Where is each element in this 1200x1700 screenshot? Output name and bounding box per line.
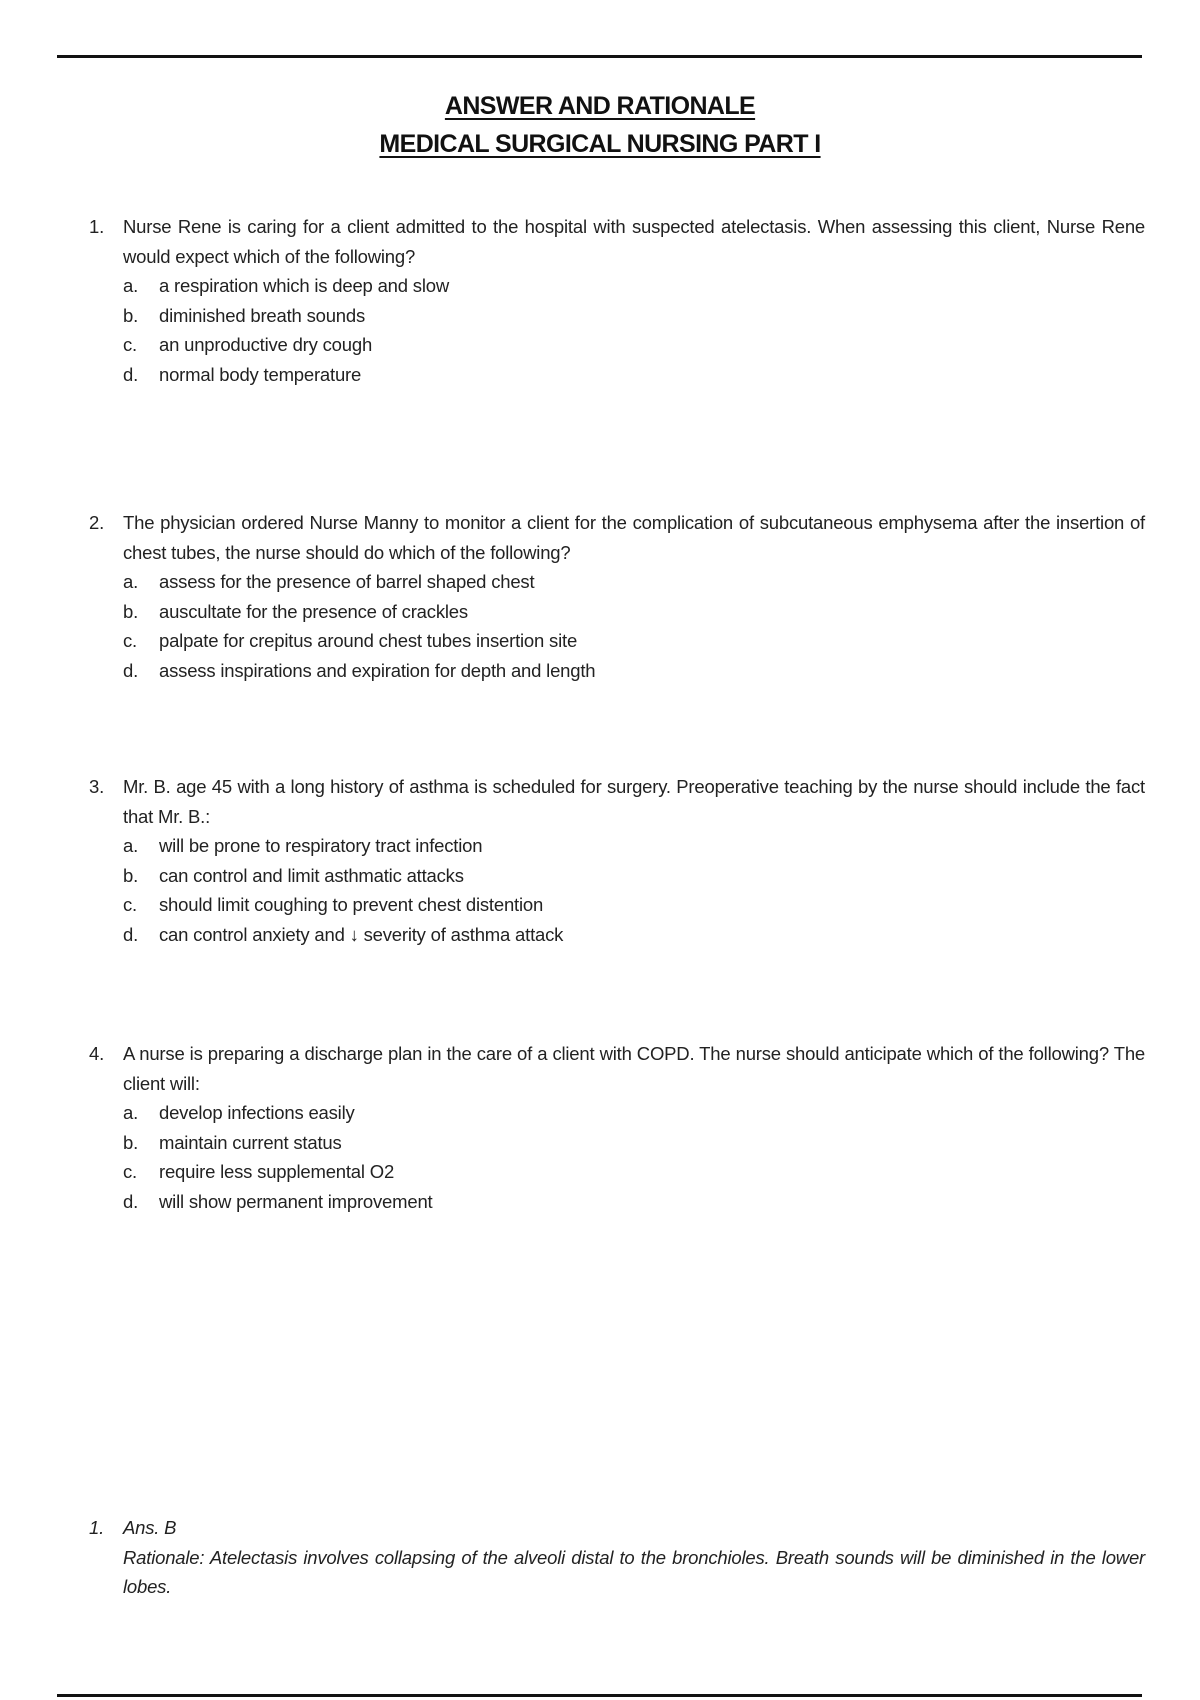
question-number: 3. bbox=[89, 776, 105, 797]
option-c bbox=[123, 1157, 1145, 1187]
question-2 bbox=[89, 508, 1145, 685]
option-text: should limit coughing to prevent chest distention bbox=[159, 894, 544, 915]
option-letter: a. bbox=[123, 571, 139, 592]
question-stem: Mr. B. age 45 with a long history of asthma is scheduled for surgery. Preoperative teaching by the nurse should include the fact that Mr. B.: bbox=[123, 776, 1145, 827]
option-text: can control anxiety and ↓ severity of asthma attack bbox=[159, 923, 564, 945]
option-letter: d. bbox=[123, 659, 139, 681]
answer-key: Ans. B bbox=[123, 1517, 177, 1538]
option-letter: b. bbox=[123, 600, 139, 622]
option-a bbox=[123, 567, 1145, 597]
rationale-text: Rationale: Atelectasis involves collapsing of the alveoli distal to the bronchioles. Breath sounds will be diminished in the lower lobes. bbox=[123, 1546, 1145, 1597]
option-text: auscultate for the presence of crackles bbox=[159, 600, 468, 622]
option-text: will show permanent improvement bbox=[159, 1190, 433, 1212]
option-a bbox=[123, 271, 1145, 301]
option-c bbox=[123, 890, 1145, 920]
top-rule bbox=[57, 55, 1142, 58]
option-text: maintain current status bbox=[159, 1131, 342, 1153]
question-4 bbox=[89, 1039, 1145, 1216]
option-c bbox=[123, 626, 1145, 656]
option-letter: d. bbox=[123, 363, 139, 385]
option-text: normal body temperature bbox=[159, 363, 362, 385]
option-letter: b. bbox=[123, 304, 139, 326]
option-letter: d. bbox=[123, 1190, 139, 1212]
question-number: 1. bbox=[89, 216, 105, 237]
option-b bbox=[123, 861, 1145, 891]
option-text: assess for the presence of barrel shaped chest bbox=[159, 571, 535, 592]
option-letter: c. bbox=[123, 894, 137, 915]
option-b bbox=[123, 1128, 1145, 1158]
question-stem: A nurse is preparing a discharge plan in the care of a client with COPD. The nurse should anticipate which of the following? The client will: bbox=[123, 1043, 1145, 1094]
option-b bbox=[123, 301, 1145, 331]
option-a bbox=[123, 1098, 1145, 1128]
option-text: require less supplemental O2 bbox=[159, 1161, 395, 1182]
option-letter: c. bbox=[123, 334, 137, 355]
answer-number: 1. bbox=[89, 1517, 105, 1538]
option-letter: c. bbox=[123, 1161, 137, 1182]
title-answer-and-rationale bbox=[0, 92, 1200, 121]
answer-1 bbox=[89, 1513, 1145, 1602]
option-text: will be prone to respiratory tract infection bbox=[159, 835, 483, 856]
option-b bbox=[123, 597, 1145, 627]
question-stem: Nurse Rene is caring for a client admitted to the hospital with suspected atelectasis. When assessing this client, Nurse Rene would expect which of the following? bbox=[123, 216, 1145, 267]
question-stem: The physician ordered Nurse Manny to monitor a client for the complication of subcutaneous emphysema after the insertion of chest tubes, the nurse should do which of the following? bbox=[123, 512, 1145, 563]
option-letter: a. bbox=[123, 835, 139, 856]
option-text: palpate for crepitus around chest tubes insertion site bbox=[159, 630, 578, 651]
option-c bbox=[123, 330, 1145, 360]
option-text: a respiration which is deep and slow bbox=[159, 275, 449, 296]
option-a bbox=[123, 831, 1145, 861]
question-number: 4. bbox=[89, 1043, 105, 1064]
bottom-rule bbox=[57, 1694, 1142, 1697]
option-letter: b. bbox=[123, 864, 139, 886]
question-number: 2. bbox=[89, 512, 105, 533]
title-medical-surgical bbox=[0, 130, 1200, 159]
title-text: ANSWER AND RATIONALE bbox=[444, 92, 756, 120]
option-letter: a. bbox=[123, 1102, 139, 1123]
option-text: develop infections easily bbox=[159, 1102, 355, 1123]
option-letter: c. bbox=[123, 630, 137, 651]
option-d bbox=[123, 1187, 1145, 1217]
option-d bbox=[123, 920, 1145, 950]
option-text: assess inspirations and expiration for depth and length bbox=[159, 659, 596, 681]
question-1 bbox=[89, 212, 1145, 389]
option-text: can control and limit asthmatic attacks bbox=[159, 864, 464, 886]
option-d bbox=[123, 656, 1145, 686]
option-letter: b. bbox=[123, 1131, 139, 1153]
option-text: an unproductive dry cough bbox=[159, 334, 373, 355]
option-letter: a. bbox=[123, 275, 139, 296]
option-text: diminished breath sounds bbox=[159, 304, 366, 326]
option-d bbox=[123, 360, 1145, 390]
subtitle-text: MEDICAL SURGICAL NURSING PART I bbox=[379, 130, 821, 158]
question-3 bbox=[89, 772, 1145, 949]
option-letter: d. bbox=[123, 923, 139, 945]
